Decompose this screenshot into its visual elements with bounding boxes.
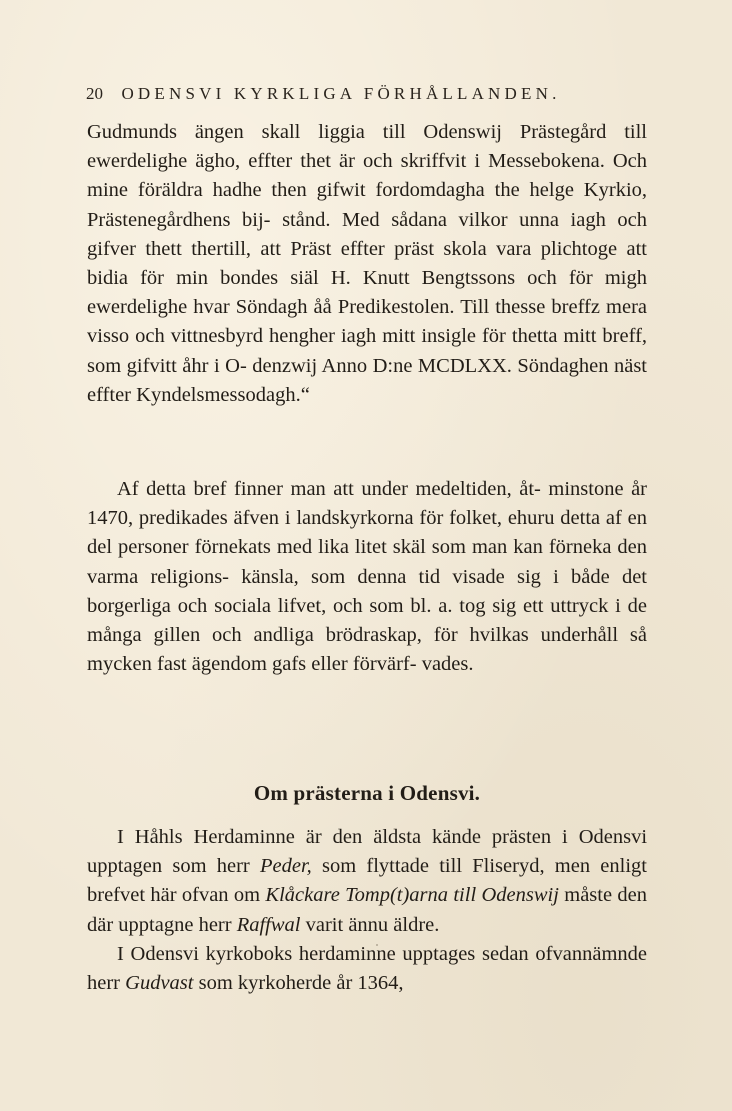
- text-line: måste den där upptagne herr: [87, 884, 647, 936]
- running-head: [86, 84, 646, 110]
- text-line: denzwij Anno D:ne MCDLXX. Söndaghen näst effter: [87, 354, 647, 406]
- text-line: till ewerdelighe ägho, effter thet är och skriffvit i: [87, 121, 647, 173]
- text-line: migh ewerdelighe hvar Söndagh åå Predikestolen. Till: [87, 267, 648, 319]
- text-line: fordomdagha the helge Kyrkio, Prästenegårdhens bij-: [87, 179, 648, 231]
- italic-name: Raffwal: [236, 913, 301, 936]
- text-line: bidia för min bondes siäl H. Knutt Bengtssons och för: [87, 267, 593, 290]
- text-line: thesse breffz mera visso och vittnesbyrd hengher iagh: [87, 296, 647, 348]
- priests-paragraph-1: [87, 823, 647, 940]
- text-line: vades.: [421, 653, 474, 676]
- text-line: Messebokena. Och mine föräldra hadhe then gifwit: [87, 150, 648, 202]
- text-line: lika litet skäl som man kan förneka den varma religions-: [87, 536, 648, 588]
- section-heading: Om prästerna i Odensvi.: [253, 781, 481, 805]
- text-line: stånd. Med sådana vilkor unna iagh och gifver thett: [87, 208, 647, 260]
- text-line: ofvannämnde herr: [87, 942, 647, 995]
- text-line: folket, ehuru detta af en del personer förnekats med: [87, 507, 647, 559]
- text-line: de många gillen och andliga brödraskap, för hvilkas: [87, 594, 648, 647]
- text-line: minstone år 1470, predikades äfven i landskyrkorna för: [87, 478, 647, 530]
- text-line: som flyttade till: [311, 855, 463, 878]
- text-line: som kyrkoherde år 1364,: [193, 972, 404, 995]
- italic-name: Klåckare: [265, 884, 340, 907]
- page-number: 20: [86, 84, 103, 103]
- text-line: känsla, som denna tid visade sig i både det borgerliga: [87, 565, 648, 617]
- text-line: mitt insigle för thetta mitt breff, som gifvitt åhr i O-: [87, 325, 648, 377]
- italic-name: Gudvast: [125, 972, 194, 995]
- text-line: Odensvi upptagen som herr: [87, 826, 648, 878]
- text-line: underhåll så mycken fast ägendom gafs eller förvärf-: [87, 624, 648, 676]
- priests-section-body: [87, 823, 647, 998]
- text-line: och sociala lifvet, och som bl. a. tog sig ett uttryck i: [177, 594, 621, 617]
- text-line: Af detta bref finner man att under medeltiden, åt-: [117, 478, 541, 500]
- text-line: Fliseryd, men enligt brefvet här ofvan om: [87, 855, 647, 907]
- running-title: ODENSVI KYRKLIGA FÖRHÅLLANDEN.: [121, 84, 561, 103]
- text-line: I Håhls Herdaminne är den äldsta kände prästen i: [117, 826, 568, 848]
- paper-speck: [376, 944, 378, 946]
- text-line: Gudmunds ängen skall liggia till Odenswij Prästegård: [87, 121, 607, 143]
- text-line: I Odensvi kyrkoboks herdaminne upptages sedan: [117, 942, 529, 965]
- priests-paragraph-2: [87, 940, 647, 998]
- letter-quote-paragraph: [87, 118, 647, 410]
- text-line: thertill, att Präst effter präst skola vara plichtoge att: [191, 237, 648, 260]
- italic-name: Tomp(t)arna till Odenswij: [345, 884, 559, 907]
- text-line: Kyndelsmessodagh.“: [136, 383, 310, 406]
- text-line: varit ännu äldre.: [300, 913, 440, 936]
- italic-name: Peder,: [259, 855, 312, 878]
- commentary-paragraph: [87, 475, 647, 679]
